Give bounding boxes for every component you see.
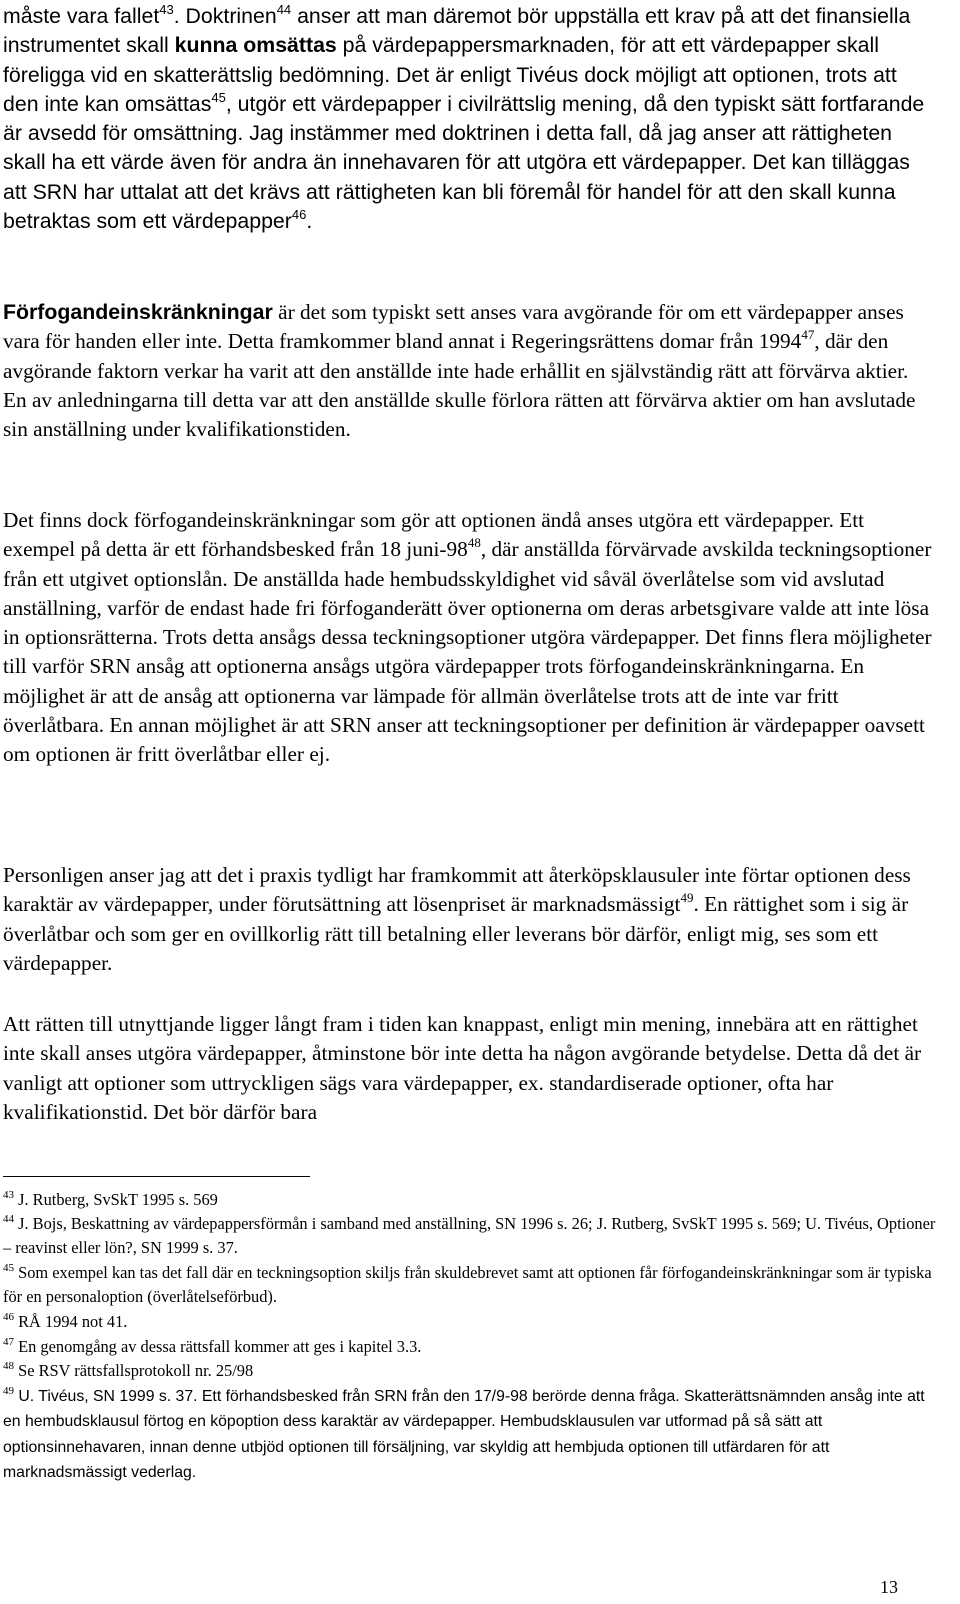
text-run: . Doktrinen xyxy=(173,4,277,28)
page-number: 13 xyxy=(880,1577,898,1597)
footnote-44 xyxy=(3,1212,938,1261)
footnote-number: 45 xyxy=(3,1262,14,1274)
footnote-number: 49 xyxy=(3,1385,14,1397)
footnote-48 xyxy=(3,1359,938,1383)
footnote-46 xyxy=(3,1310,938,1334)
footnote-number: 48 xyxy=(3,1360,14,1372)
footnote-ref-48[interactable]: 48 xyxy=(467,535,481,551)
text-run: , där anställda förvärvade avskilda teckningsoptioner från ett utgivet optionslån. De anställda hade hembudsskyldighet vid såväl överlåtelse som vid avslutad anställning, varför de endast hade fri förfoganderätt över optionerna om deras arbetsgivare valde att inte lösa in optionsrätterna. Trots detta ansågs dessa teckningsoptioner utgöra värdepapper. Det finns flera möjligheter till varför SRN ansåg att optionerna ansågs utgöra värdepapper trots förfogandeinskränkningarna. En möjlighet är att de ansåg att optionerna var lämpade för allmän överlåtelse trots att de inte var fritt överlåtbara. En annan möjlighet är att SRN anser att teckningsoptioner per definition är värdepapper oavsett om optionen är fritt överlåtbar eller ej. xyxy=(3,537,932,767)
footnote-45 xyxy=(3,1261,938,1310)
text-run: . En rättighet som i sig är överlåtbar och som ger en ovillkorlig rätt till betalning eller leverans bör därför, enligt mig, ses som ett värdepapper. xyxy=(3,892,909,975)
text-run: Det finns dock förfogandeinskränkningar som gör att optionen ändå anses utgöra ett värdepapper. Ett exempel på detta är ett förhandsbesked från 18 juni-98 xyxy=(3,508,865,562)
footnote-text: U. Tivéus, SN 1999 s. 37. Ett förhandsbesked från SRN från den 17/9-98 berörde denna fråga. Skatterättsnämnden ansåg inte att en hembudsklausul förtog en köpoption dess karaktär av värdepapper. Hembudsklausulen var utformad på så sätt att optionsinnehavaren, innan denne utbjöd optionen till försäljning, var skyldig att hembjuda optionen till utfärdaren för att marknadsmässigt vederlag. xyxy=(3,1388,925,1481)
footnote-47 xyxy=(3,1335,938,1359)
footnote-ref-49[interactable]: 49 xyxy=(680,890,694,906)
paragraph-2 xyxy=(3,298,933,444)
text-run: på värdepappersmarknaden, för att ett värdepapper skall föreligga vid en skatterättslig bedömning. Det är enligt Tivéus dock möjligt att optionen, trots att den inte kan omsättas xyxy=(3,33,897,116)
footnote-ref-44[interactable]: 44 xyxy=(276,2,292,17)
footnote-text: J. Rutberg, SvSkT 1995 s. 569 xyxy=(14,1190,218,1209)
paragraph-4 xyxy=(3,861,933,978)
footnote-text: J. Bojs, Beskattning av värdepappersförmån i samband med anställning, SN 1996 s. 26; J. Rutberg, SvSkT 1995 s. 569; U. Tivéus, Optioner – reavinst eller lön?, SN 1999 s. 37. xyxy=(3,1214,936,1258)
text-run: , där den avgörande faktorn verkar ha varit att den anställde inte hade erhållit en självständig rätt att förvärva aktier. En av anledningarna till detta var att den anställde skulle förlora rätten att förvärva aktier om han avslutade sin anställning under kvalifikationstiden. xyxy=(3,329,916,442)
paragraph-3 xyxy=(3,506,933,770)
bold-term: Förfogandeinskränkningar xyxy=(3,300,273,324)
footnote-number: 46 xyxy=(3,1311,14,1323)
footnote-ref-43[interactable]: 43 xyxy=(159,2,174,17)
footnote-49 xyxy=(3,1384,938,1485)
paragraph-5 xyxy=(3,1010,933,1127)
footnote-text: RÅ 1994 not 41. xyxy=(14,1312,128,1331)
footnote-text: En genomgång av dessa rättsfall kommer att ges i kapitel 3.3. xyxy=(14,1337,422,1356)
footnote-number: 47 xyxy=(3,1336,14,1348)
text-run: anser att man däremot bör uppställa ett krav på att det finansiella instrumentet skall xyxy=(3,4,911,58)
footnote-divider xyxy=(3,1176,310,1177)
text-run: måste vara fallet xyxy=(3,4,160,28)
bold-term: kunna omsättas xyxy=(174,33,337,58)
footnote-ref-47[interactable]: 47 xyxy=(801,327,815,343)
text-run: , utgör ett värdepapper i civilrättslig mening, då den typiskt sätt fortfarande är avsedd för omsättning. Jag instämmer med doktrinen i detta fall, då jag anser att rättigheten skall ha ett värde även för andra än innehavaren för att utgöra ett värdepapper. Det kan tilläggas att SRN har uttalat att det krävs att rättigheten kan bli föremål för handel för att den skall kunna betraktas som ett värdepapper xyxy=(3,91,925,234)
footnote-text: Se RSV rättsfallsprotokoll nr. 25/98 xyxy=(14,1361,254,1380)
footnote-ref-45[interactable]: 45 xyxy=(211,89,226,105)
text-run: Att rätten till utnyttjande ligger långt fram i tiden kan knappast, enligt min mening, innebära att en rättighet inte skall anses utgöra värdepapper, åtminstone bör inte detta ha någon avgörande betydelse. Detta då det är vanligt att optioner som uttryckligen sägs vara värdepapper, ex. standardiserade optioner, ofta har kvalifikationstid. Det bör därför bara xyxy=(3,1012,922,1124)
text-run: Personligen anser jag att det i praxis tydligt har framkommit att återköpsklausuler inte förtar optionen dess karaktär av värdepapper, under förutsättning att lösenpriset är marknadsmässigt xyxy=(3,863,911,917)
footnote-ref-46[interactable]: 46 xyxy=(291,207,307,223)
footnote-number: 43 xyxy=(3,1189,14,1201)
paragraph-1 xyxy=(3,2,933,236)
text-run: är det som typiskt sett anses vara avgörande för om ett värdepapper anses vara för handen eller inte. Detta framkommer bland annat i Regeringsrättens domar från 1994 xyxy=(3,300,904,354)
footnote-text: Som exempel kan tas det fall där en teckningsoption skiljs från skuldebrevet samt att optionen får förfogandeinskränkningar som är typiska för en personaloption (överlåtelseförbud). xyxy=(3,1263,932,1307)
text-run: . xyxy=(306,209,313,234)
footnote-43 xyxy=(3,1188,938,1212)
footnote-number: 44 xyxy=(3,1213,14,1225)
